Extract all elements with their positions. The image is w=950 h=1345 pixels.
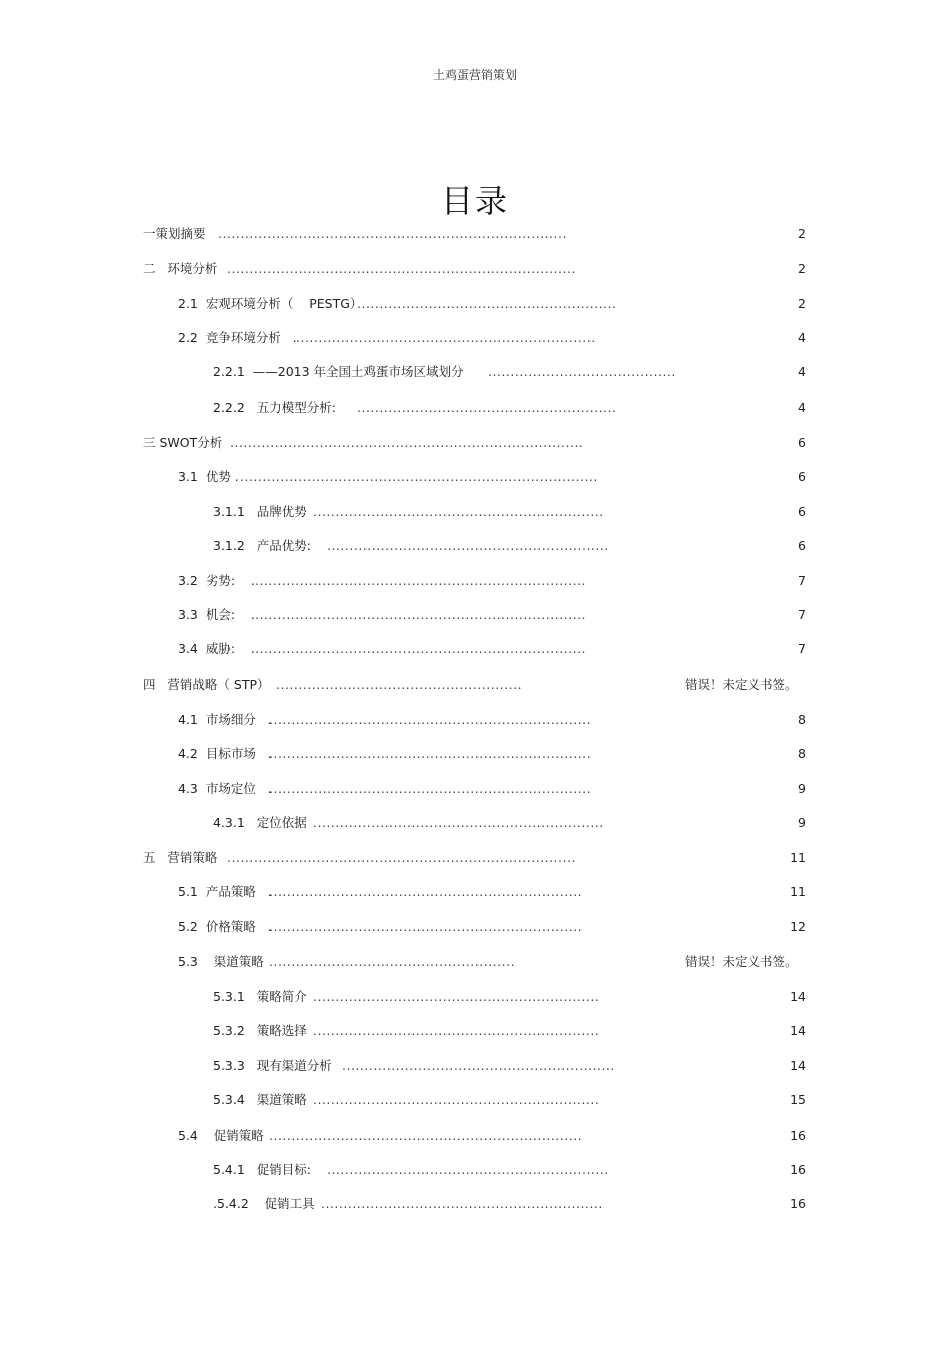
toc-entry[interactable] — [0, 639, 950, 659]
toc-entry[interactable] — [0, 987, 950, 1007]
toc-entry-label: 2.1 宏观环境分析（ PESTG） — [178, 296, 363, 311]
toc-entry-label: 5.3.3 现有渠道分析 — [213, 1058, 332, 1073]
toc-entry-leader: ................................................................................ — [240, 469, 598, 484]
toc-entry[interactable] — [0, 1021, 950, 1041]
toc-entry-page: 11 — [790, 850, 806, 865]
toc-entry-leader: ....................................................... — [269, 954, 516, 969]
toc-entry-leader: .......................................................... — [357, 296, 617, 311]
toc-entry[interactable] — [0, 294, 950, 314]
toc-entry-leader: ................................................................. — [313, 504, 604, 519]
toc-entry-page: 16 — [790, 1196, 806, 1211]
toc-entry[interactable] — [0, 744, 950, 764]
toc-entry-leader: ................................................................ — [313, 989, 600, 1004]
toc-entry[interactable] — [0, 1090, 950, 1110]
toc-entry-leader: ...................................................................... — [269, 919, 583, 934]
toc-entry-page: 8 — [798, 712, 806, 727]
toc-entry-page: 16 — [790, 1162, 806, 1177]
toc-entry-page: 6 — [798, 504, 806, 519]
toc-entry[interactable] — [0, 362, 950, 382]
toc-entry[interactable] — [0, 882, 950, 902]
toc-entry-label: 四 营销战略（ STP） — [143, 677, 270, 692]
toc-entry-leader: .......................................................... — [357, 400, 617, 415]
toc-entry-page: 14 — [790, 989, 806, 1004]
toc-entry-leader: ................................................................ — [313, 1092, 600, 1107]
toc-entry-page: 错误！未定义书签。 — [685, 677, 798, 692]
toc-entry-leader: .......................................................................... — [255, 641, 587, 656]
toc-entry-label: 3.3 机会: . — [178, 607, 255, 622]
toc-entry-leader: ................................................................... — [296, 330, 596, 345]
toc-entry-label: .5.4.2 促销工具 — [213, 1196, 315, 1211]
toc-entry[interactable] — [0, 433, 950, 453]
toc-entry-page: 错误！未定义书签。 — [685, 954, 798, 969]
toc-entry-leader: ............................................................. — [342, 1058, 615, 1073]
toc-entry-page: 15 — [790, 1092, 806, 1107]
toc-entry-leader: .............................................................................. — [227, 850, 576, 865]
toc-entry-page: 9 — [798, 781, 806, 796]
toc-entry[interactable] — [0, 1194, 950, 1214]
toc-entry-page: 16 — [790, 1128, 806, 1143]
toc-entry-leader: ............................................................... — [327, 538, 609, 553]
toc-entry-label: 3.1.2 产品优势: — [213, 538, 311, 553]
toc-entry[interactable] — [0, 398, 950, 418]
toc-entry-label: 五 营销策略 — [143, 850, 218, 865]
toc-entry-label: 5.3.4 渠道策略 — [213, 1092, 307, 1107]
toc-entry-label: 5.2 价格策略 . — [178, 919, 272, 934]
toc-entry[interactable] — [0, 848, 950, 868]
toc-entry-leader: ............................................................... — [321, 1196, 603, 1211]
toc-entry-label: 5.4.1 促销目标: — [213, 1162, 311, 1177]
toc-entry-page: 7 — [798, 607, 806, 622]
toc-entry-label: 3.1 优势 . — [178, 469, 239, 484]
page-title: 目录 — [440, 182, 509, 220]
toc-entry-leader: ................................................................. — [313, 815, 604, 830]
toc-entry-page: 2 — [798, 261, 806, 276]
toc-entry-label: 4.1 市场细分 . — [178, 712, 272, 727]
toc-entry-page: 4 — [798, 364, 806, 379]
toc-entry-page: 7 — [798, 641, 806, 656]
toc-entry-label: 2.2 竞争环境分析 . — [178, 330, 297, 345]
toc-entry-label: 2.2.2 五力模型分析: — [213, 400, 336, 415]
toc-entry-leader: ........................................................................ — [269, 746, 592, 761]
toc-entry[interactable] — [0, 605, 950, 625]
toc-entry-label: 3.4 威胁: . — [178, 641, 255, 656]
toc-entry-leader: ................................................................ — [313, 1023, 600, 1038]
toc-entry-leader: ...................................................................... — [269, 1128, 583, 1143]
toc-entry-leader: ............................................................... — [327, 1162, 609, 1177]
toc-entry-page: 12 — [790, 919, 806, 934]
toc-entry[interactable] — [0, 1056, 950, 1076]
toc-entry-leader: ...................................................................... — [269, 884, 583, 899]
toc-entry[interactable] — [0, 1126, 950, 1146]
toc-entry-label: 4.3 市场定位 . — [178, 781, 272, 796]
toc-entry-leader: ........................................................................ — [269, 712, 592, 727]
toc-entry-label: 5.3 渠道策略 — [178, 954, 264, 969]
toc-entry[interactable] — [0, 259, 950, 279]
toc-entry[interactable] — [0, 779, 950, 799]
toc-entry-label: 3.1.1 品牌优势 — [213, 504, 307, 519]
toc-entry[interactable] — [0, 502, 950, 522]
toc-entry-label: 5.1 产品策略 . — [178, 884, 272, 899]
toc-entry-leader: .............................................................................. — [218, 226, 567, 241]
toc-entry-label: 2.2.1 ——2013 年全国土鸡蛋市场区域划分 — [213, 364, 464, 379]
toc-entry-label: 5.4 促销策略 — [178, 1128, 264, 1143]
toc-entry[interactable] — [0, 467, 950, 487]
toc-entry[interactable] — [0, 710, 950, 730]
toc-entry-label: 5.3.2 策略选择 — [213, 1023, 307, 1038]
toc-entry-page: 7 — [798, 573, 806, 588]
toc-entry-label: 4.2 目标市场 . — [178, 746, 272, 761]
toc-entry-leader: .......................................... — [488, 364, 676, 379]
toc-entry[interactable] — [0, 813, 950, 833]
running-header: 土鸡蛋营销策划 — [432, 68, 517, 82]
toc-entry[interactable] — [0, 1160, 950, 1180]
toc-entry-page: 2 — [798, 226, 806, 241]
toc-entry[interactable] — [0, 328, 950, 348]
toc-entry-page: 6 — [798, 435, 806, 450]
toc-entry-label: 5.3.1 策略简介 — [213, 989, 307, 1004]
toc-entry-page: 6 — [798, 469, 806, 484]
toc-entry[interactable] — [0, 536, 950, 556]
toc-entry-label: 3.2 劣势: . — [178, 573, 255, 588]
toc-entry-page: 4 — [798, 400, 806, 415]
toc-entry-leader: ............................................................................... — [230, 435, 584, 450]
toc-entry[interactable] — [0, 224, 950, 244]
toc-entry-page: 14 — [790, 1023, 806, 1038]
toc-entry-page: 4 — [798, 330, 806, 345]
toc-entry[interactable] — [0, 952, 950, 972]
toc-entry-leader: .......................................................................... — [255, 607, 587, 622]
toc-entry-page: 2 — [798, 296, 806, 311]
toc-entry[interactable] — [0, 571, 950, 591]
toc-entry-leader: ....................................................... — [276, 677, 523, 692]
toc-entry-label: 一策划摘要 — [143, 226, 206, 241]
toc-entry[interactable] — [0, 917, 950, 937]
toc-entry-page: 9 — [798, 815, 806, 830]
toc-entry-page: 14 — [790, 1058, 806, 1073]
toc-entry-leader: .............................................................................. — [227, 261, 576, 276]
toc-entry-leader: ........................................................................ — [269, 781, 592, 796]
toc-entry-label: 三 SWOT分析 — [143, 435, 223, 450]
toc-entry-label: 二 环境分析 — [143, 261, 218, 276]
toc-entry[interactable] — [0, 675, 950, 695]
toc-entry-page: 8 — [798, 746, 806, 761]
toc-entry-leader: .......................................................................... — [255, 573, 587, 588]
toc-entry-page: 6 — [798, 538, 806, 553]
toc-entry-page: 11 — [790, 884, 806, 899]
toc-entry-label: 4.3.1 定位依据 — [213, 815, 307, 830]
